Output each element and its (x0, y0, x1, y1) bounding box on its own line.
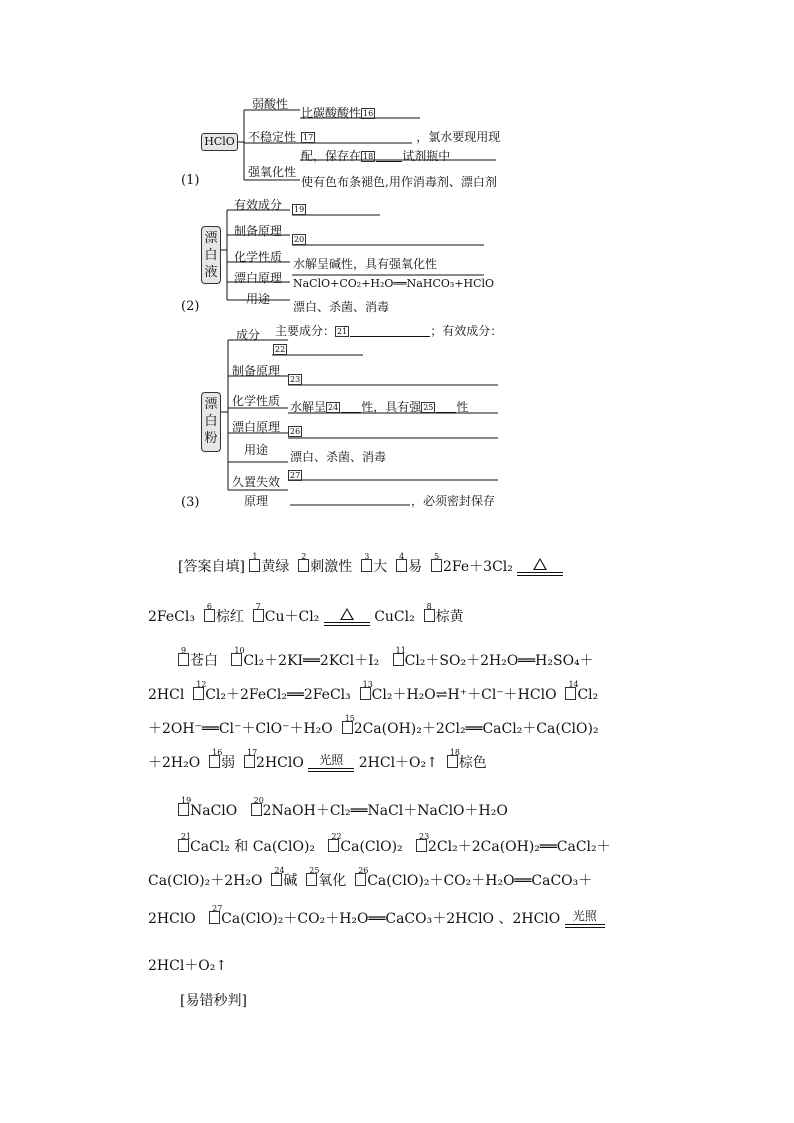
d1-text-2: 17 ，氯水要现用现 (303, 130, 501, 144)
bleach-powder-box: 漂白粉 (201, 392, 221, 452)
d2-branch-5: 用途 (246, 292, 271, 306)
d3-blank-23: 23 (290, 375, 301, 384)
answers-line-10: 2HClO 27 Ca(ClO)₂＋CO₂＋H₂O══CaCO₃＋2HClO 、2HClO 光照 (148, 908, 605, 928)
answers-heading: [答案自填] (178, 559, 245, 575)
d2-branch-4: 漂白原理 (234, 271, 283, 285)
bleach-liquid-box: 漂白液 (201, 226, 221, 284)
d3-branch-6a: 久置失效 (232, 475, 281, 489)
answers-line-11: 2HCl＋O₂↑ (148, 958, 228, 974)
answers-line-4: 2HCl 12 Cl₂＋2FeCl₂══2FeCl₃ 13 Cl₂＋H₂O⇌H⁺＋Cl⁻＋HClO 14 Cl₂ (148, 680, 599, 703)
answers-line-3: 9 苍白 10 Cl₂＋2KI══2KCl＋I₂ 11 Cl₂＋SO₂＋2H₂O══H₂SO₄＋ (178, 650, 594, 670)
d3-branch-2: 制备原理 (232, 364, 281, 378)
d2-blank-19: 19 (294, 205, 305, 214)
d1-branch-2: 不稳定性 (248, 130, 297, 144)
hclo-box (201, 133, 238, 151)
d1-text-1: 比碳酸酸性 16 (301, 106, 374, 120)
answers-line-9: Ca(ClO)₂＋2H₂O 24 碱 25 氧化 26 Ca(ClO)₂＋CO₂＋H₂O══CaCO₃＋ (148, 866, 593, 889)
d1-branch-3: 强氧化性 (248, 165, 297, 179)
d3-branch-1: 成分 (236, 328, 261, 342)
d1-branch-1: 弱酸性 (252, 97, 289, 111)
d1-text-2b: 配，保存在 18 试剂瓶中 (301, 149, 451, 163)
answers-line-5: ＋2OH⁻══Cl⁻＋ClO⁻＋H₂O 15 2Ca(OH)₂＋2Cl₂══CaCl₂＋Ca(ClO)₂ (148, 714, 599, 737)
d2-blank-20: 20 (294, 235, 305, 244)
d2-text-4: NaClO+CO₂+H₂O══NaHCO₃+HClO (293, 277, 495, 290)
d2-branch-2: 制备原理 (234, 224, 283, 238)
d3-branch-6b: 原理 (244, 494, 269, 508)
d3-text-6: ，必须密封保存 (411, 494, 496, 508)
d2-branch-1: 有效成分 (234, 198, 283, 212)
d2-branch-3: 化学性质 (234, 250, 283, 264)
answers-line-1: [答案自填] 1 黄绿 2 刺激性 3 大 4 易 5 2Fe＋3Cl₂ (178, 556, 563, 576)
d3-branch-5: 用途 (244, 443, 269, 457)
d3-blank-27: 27 (290, 471, 301, 480)
d3-branch-3: 化学性质 (232, 394, 281, 408)
hclo-label: HClO (204, 135, 235, 148)
d3-blank-26: 26 (290, 427, 301, 436)
d2-text-3: 水解呈碱性，具有强氧化性 (293, 257, 438, 271)
answers-line-7: 19 NaClO 20 2NaOH＋Cl₂══NaCl＋NaClO＋H₂O (178, 800, 508, 820)
answers-line-6: ＋2H₂O 16 弱 17 2HClO 光照 2HCl＋O₂↑ 18 棕色 (148, 748, 487, 771)
diagram-2-label: (2) (181, 299, 200, 314)
d3-text-1: 主要成分： 21 ；有效成分： (275, 324, 503, 338)
d2-text-5: 漂白、杀菌、消毒 (293, 300, 390, 314)
d3-blank-22: 22 (275, 345, 286, 354)
d3-text-5: 漂白、杀菌、消毒 (290, 450, 387, 464)
d3-branch-4: 漂白原理 (232, 420, 281, 434)
diagram-1-label: (1) (181, 173, 200, 188)
answers-line-8: 21 CaCl₂ 和 Ca(ClO)₂ 22 Ca(ClO)₂ 23 2Cl₂＋2Ca(OH)₂══CaCl₂＋ (178, 836, 611, 856)
d1-text-3: 使有色布条褪色,用作消毒剂、漂白剂 (301, 175, 497, 189)
answers-line-2: 2FeCl₃ 6 棕红 7 Cu＋Cl₂ CuCl₂ 8 棕黄 (148, 602, 464, 625)
diagram-3-label: (3) (181, 495, 200, 510)
heading-quick-check: [易错秒判] (180, 993, 247, 1009)
d3-text-3: 水解呈 24 性，具有强 25 性 (290, 400, 469, 414)
